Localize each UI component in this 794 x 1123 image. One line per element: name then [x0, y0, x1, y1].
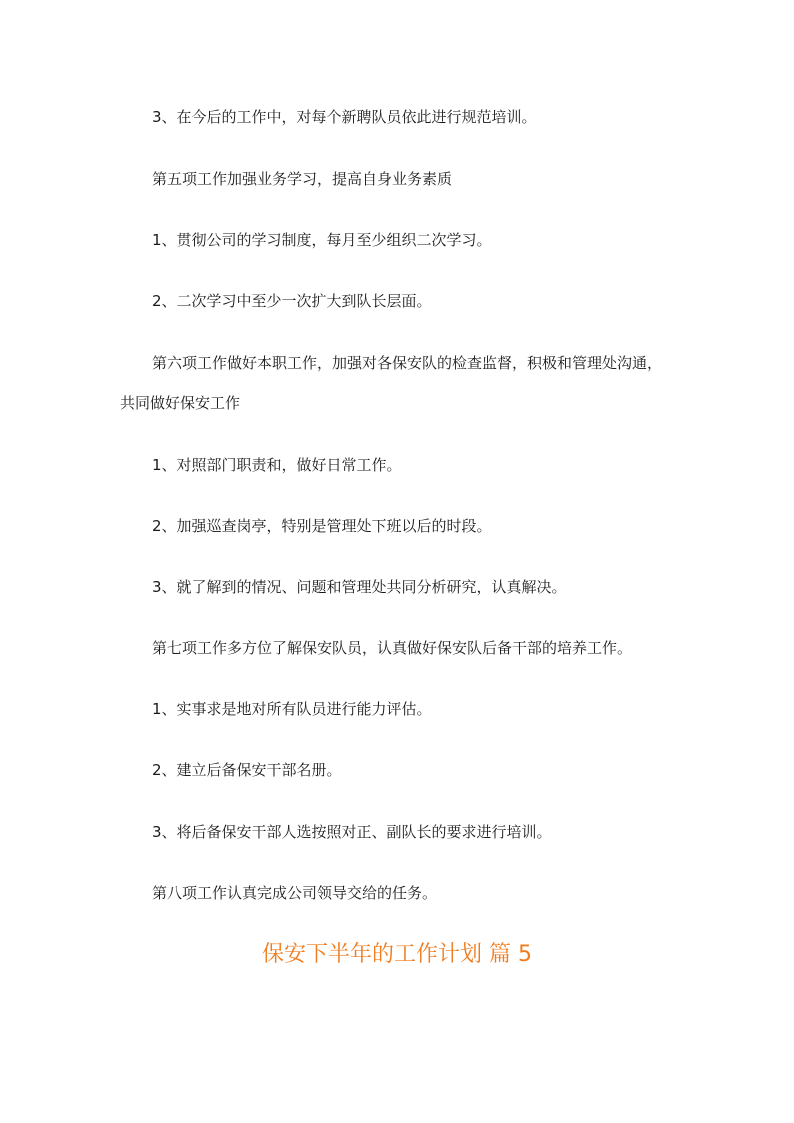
- paragraph: 1、对照部门职责和，做好日常工作。: [152, 456, 402, 474]
- paragraph: 第八项工作认真完成公司领导交给的任务。: [152, 884, 438, 902]
- paragraph: 第五项工作加强业务学习，提高自身业务素质: [152, 170, 453, 188]
- paragraph: 2、加强巡查岗亭，特别是管理处下班以后的时段。: [152, 517, 492, 535]
- paragraph: 1、实事求是地对所有队员进行能力评估。: [152, 700, 432, 718]
- paragraph: 第七项工作多方位了解保安队员，认真做好保安队后备干部的培养工作。: [152, 639, 633, 657]
- section-heading: 保安下半年的工作计划 篇 5: [262, 942, 532, 967]
- paragraph: 3、就了解到的情况、问题和管理处共同分析研究，认真解决。: [152, 578, 567, 596]
- paragraph-continuation: 共同做好保安工作: [120, 394, 241, 412]
- paragraph: 1、贯彻公司的学习制度，每月至少组织二次学习。: [152, 231, 492, 249]
- paragraph: 3、在今后的工作中，对每个新聘队员依此进行规范培训。: [152, 108, 537, 126]
- paragraph: 第六项工作做好本职工作，加强对各保安队的检查监督，积极和管理处沟通，: [152, 354, 663, 372]
- paragraph: 2、二次学习中至少一次扩大到队长层面。: [152, 292, 432, 310]
- paragraph: 3、将后备保安干部人选按照对正、副队长的要求进行培训。: [152, 823, 552, 841]
- paragraph: 2、建立后备保安干部名册。: [152, 761, 342, 779]
